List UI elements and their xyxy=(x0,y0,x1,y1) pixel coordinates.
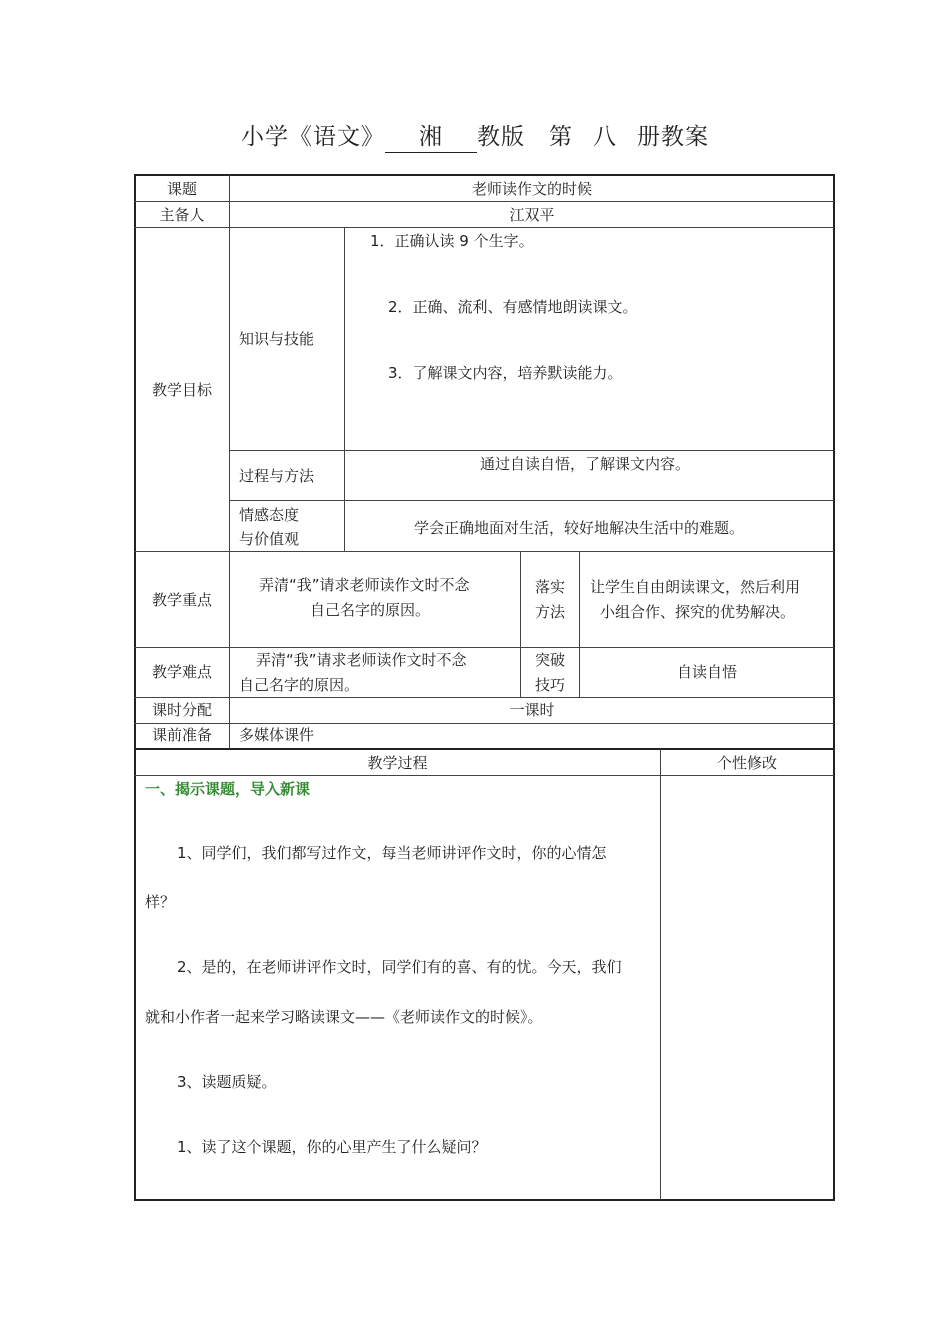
rule xyxy=(134,227,834,228)
knowledge-item-1: 1．正确认读 9 个生字。 xyxy=(370,232,534,250)
emotion-label-2: 与价值观 xyxy=(239,530,300,548)
key-label: 教学重点 xyxy=(151,591,212,609)
goals-label: 教学目标 xyxy=(151,381,212,399)
period-label: 课时分配 xyxy=(151,701,212,719)
breakthrough-label-1: 突破 xyxy=(534,651,565,669)
title-edition: 湘 xyxy=(385,122,477,153)
title-suffix: 册教案 xyxy=(637,124,709,150)
paragraph-3: 3、读题质疑。 xyxy=(177,1073,277,1091)
difficulty-label: 教学难点 xyxy=(151,663,212,681)
rule xyxy=(230,500,834,501)
method-label-2: 方法 xyxy=(534,603,565,621)
paragraph-2-line-2: 就和小作者一起来学习略读课文——《老师读作文的时候》。 xyxy=(145,1008,543,1026)
paragraph-2-line-1: 2、是的，在老师讲评作文时，同学们有的喜、有的忧。今天，我们 xyxy=(177,958,622,976)
title-num: 八 xyxy=(593,124,617,150)
process-header: 教学过程 xyxy=(367,754,428,772)
rule xyxy=(134,551,834,552)
breakthrough-label-2: 技巧 xyxy=(534,676,565,694)
paragraph-4: 1、读了这个课题，你的心里产生了什么疑问？ xyxy=(177,1138,487,1156)
table-border-right xyxy=(833,174,835,1200)
emotion-label-1: 情感态度 xyxy=(239,506,300,524)
difficulty-value-2: 自己名字的原因。 xyxy=(239,676,360,694)
knowledge-item-3: 3．了解课文内容，培养默读能力。 xyxy=(388,364,623,382)
topic-label: 课题 xyxy=(166,180,197,198)
key-value-1: 弄清“我”请求老师读作文时不念 xyxy=(259,576,470,594)
section-title: 一、揭示课题，导入新课 xyxy=(145,780,311,798)
rule xyxy=(134,201,834,202)
table-border-top xyxy=(134,174,835,176)
paragraph-1-line-2: 样？ xyxy=(145,893,176,911)
period-value: 一课时 xyxy=(509,701,555,719)
method-label-1: 落实 xyxy=(534,578,565,596)
process-value: 通过自读自悟，了解课文内容。 xyxy=(480,455,691,473)
rule xyxy=(229,175,230,749)
rule xyxy=(134,647,834,648)
method-value-2: 小组合作、探究的优势解决。 xyxy=(600,603,796,621)
revise-header: 个性修改 xyxy=(716,754,777,772)
key-value-2: 自己名字的原因。 xyxy=(310,601,431,619)
preparer-label: 主备人 xyxy=(159,206,205,224)
page-title xyxy=(0,118,950,153)
rule xyxy=(134,775,834,776)
rule xyxy=(344,227,345,551)
preparer-value: 江双平 xyxy=(509,206,555,224)
process-label: 过程与方法 xyxy=(239,467,315,485)
rule xyxy=(230,450,834,451)
table-border-bottom xyxy=(134,1199,835,1201)
title-di: 第 xyxy=(549,124,573,150)
knowledge-item-2: 2．正确、流利、有感情地朗读课文。 xyxy=(388,298,638,316)
table-border-left xyxy=(134,174,136,1200)
rule xyxy=(660,749,661,1200)
title-middle: 教版 xyxy=(477,124,525,150)
difficulty-value-1: 弄清“我”请求老师读作文时不念 xyxy=(256,651,467,669)
prep-value: 多媒体课件 xyxy=(239,726,315,744)
rule xyxy=(134,748,834,750)
emotion-value: 学会正确地面对生活，较好地解决生活中的难题。 xyxy=(414,519,745,537)
topic-value: 老师读作文的时候 xyxy=(471,180,592,198)
paragraph-1-line-1: 1、同学们，我们都写过作文，每当老师讲评作文时，你的心情怎 xyxy=(177,844,607,862)
title-prefix: 小学《语文》 xyxy=(241,124,385,150)
knowledge-label: 知识与技能 xyxy=(239,330,315,348)
breakthrough-value: 自读自悟 xyxy=(676,663,737,681)
method-value-1: 让学生自由朗读课文，然后利用 xyxy=(590,578,801,596)
prep-label: 课前准备 xyxy=(151,726,212,744)
